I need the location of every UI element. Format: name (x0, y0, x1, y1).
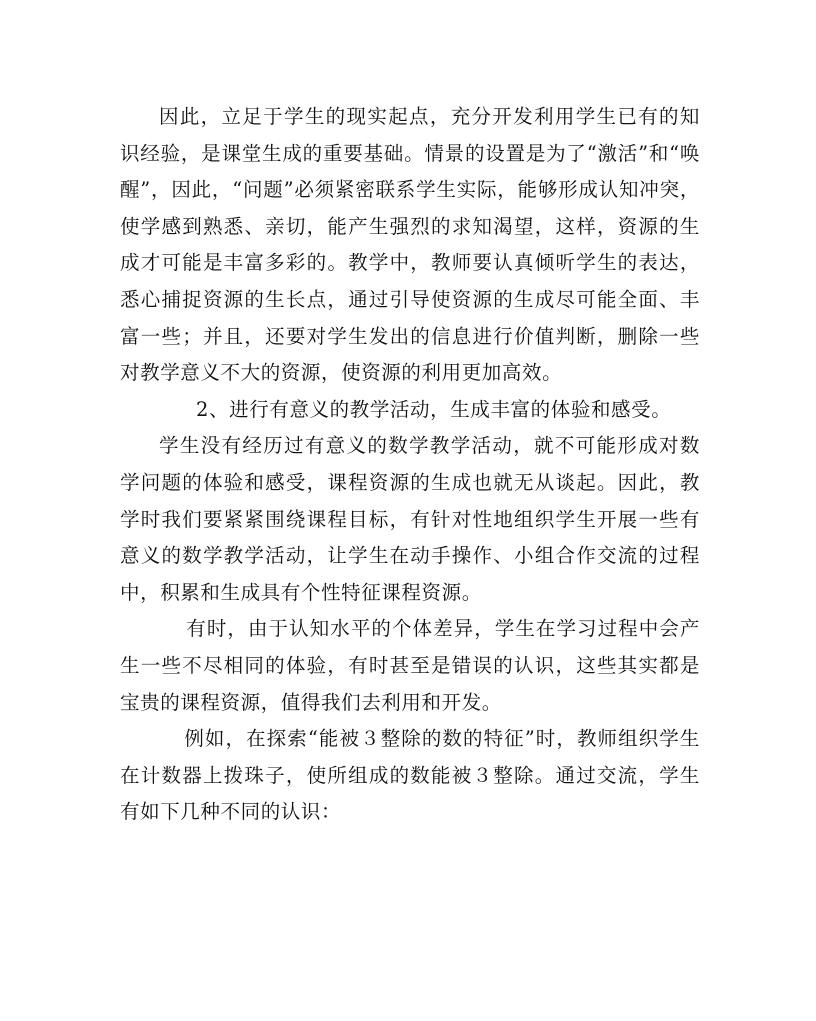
document-body (120, 99, 700, 831)
paragraph-meaningful-activities: 学生没有经历过有意义的数学教学活动，就不可能形成对数学问题的体验和感受，课程资源的生成也就无从谈起。因此，教学时我们要紧紧围绕课程目标，有针对性地组织学生开展一些有意义的数学教学活动，让学生在动手操作、小组合作交流的过程中，积累和生成具有个性特征课程资源。 (120, 434, 700, 604)
paragraph-individual-differences: 有时，由于认知水平的个体差异，学生在学习过程中会产生一些不尽相同的体验，有时甚至是错误的认识，这些其实都是宝贵的课程资源，值得我们去利用和开发。 (120, 617, 700, 714)
paragraph-classroom-generation-basis: 因此，立足于学生的现实起点，充分开发利用学生已有的知识经验，是课堂生成的重要基础。情景的设置是为了“激活”和“唤醒”，因此，“问题”必须紧密联系学生实际，能够形成认知冲突，使学感到熟悉、亲切，能产生强烈的求知渴望，这样，资源的生成才可能是丰富多彩的。教学中，教师要认真倾听学生的表达，悉心捕捉资源的生长点，通过引导使资源的生成尽可能全面、丰富一些；并且，还要对学生发出的信息进行价值判断，删除一些对教学意义不大的资源，使资源的利用更加高效。 (120, 105, 700, 385)
section-heading-meaningful-activities: 2、进行有意义的教学活动，生成丰富的体验和感受。 (196, 397, 672, 421)
paragraph-divisible-by-three-example: 例如，在探索“能被３整除的数的特征”时，教师组织学生在计数器上拨珠子，使所组成的数能被３整除。通过交流，学生有如下几种不同的认识： (120, 727, 700, 824)
